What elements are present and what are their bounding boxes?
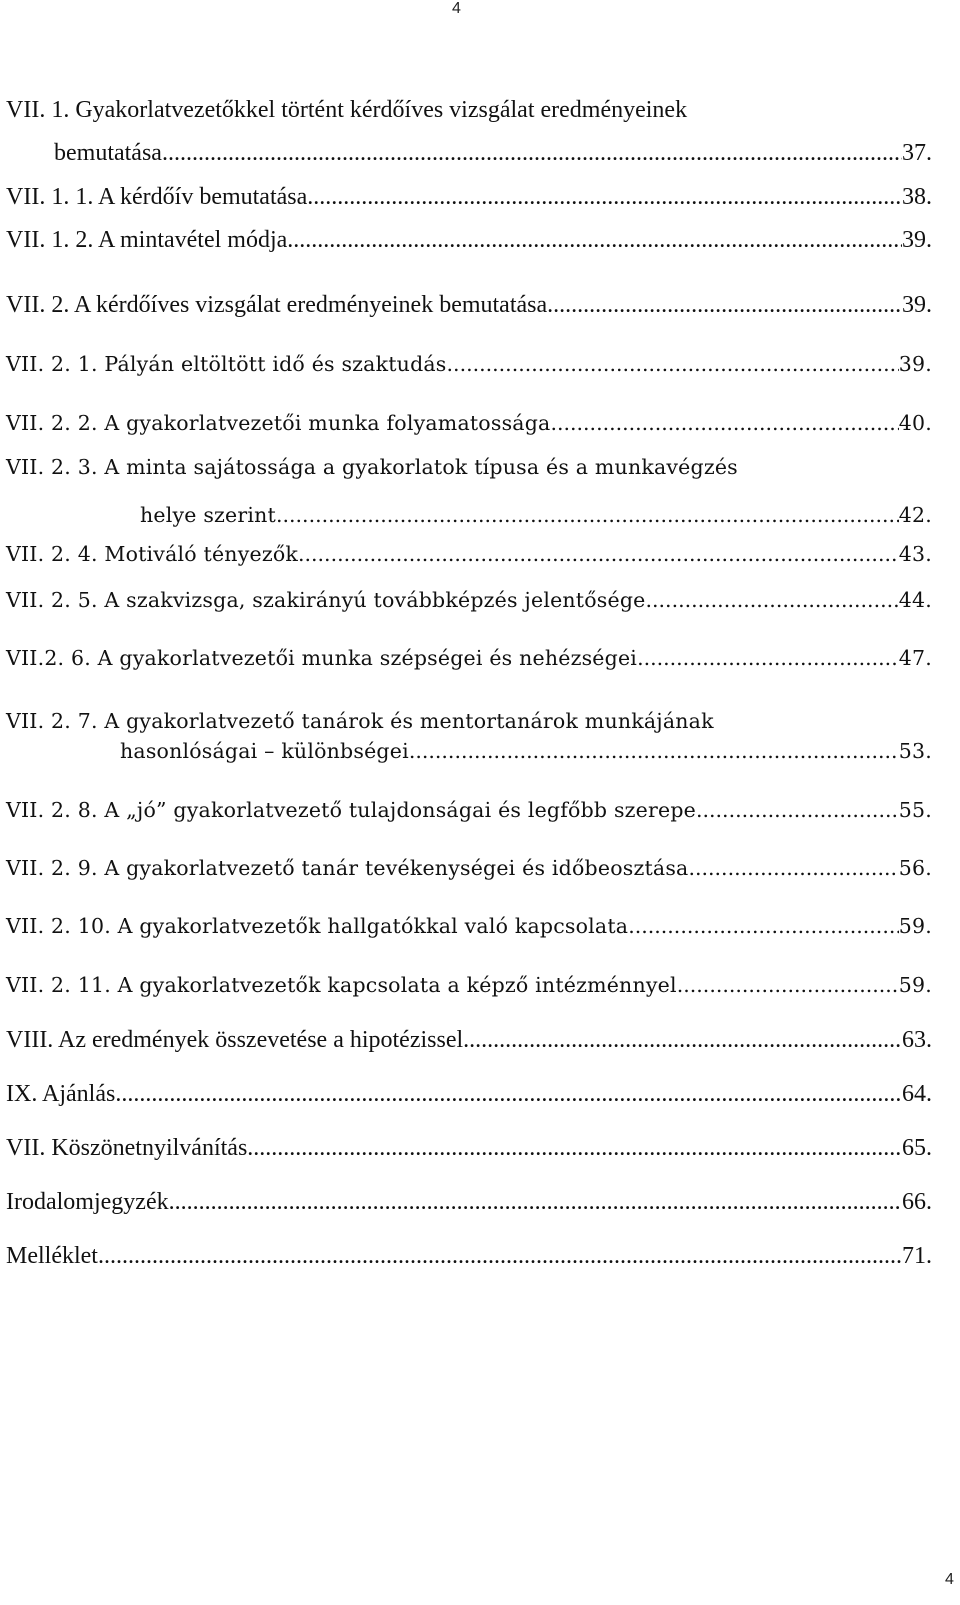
toc-leader xyxy=(287,225,902,255)
toc-leader xyxy=(409,736,899,766)
toc-entry-label: VII. 1. 1. A kérdőív bemutatása xyxy=(6,184,308,210)
toc-leader xyxy=(247,1133,902,1163)
toc-entry-label: VII. 2. 8. A „jó” gyakorlatvezető tulajdonságai és legfőbb szerepe xyxy=(6,798,696,822)
toc-entry-label: VII. 2. 3. A minta sajátossága a gyakorlatok típusa és a munkavégzés xyxy=(6,455,738,479)
toc-entry-page: 64. xyxy=(902,1081,932,1107)
toc-entry[interactable] xyxy=(6,95,932,168)
toc-entry-page: 39. xyxy=(902,292,932,318)
toc-entry-page: 39. xyxy=(898,352,932,376)
toc-entry-page: 63. xyxy=(902,1027,932,1053)
toc-entry-label: VII. 2. 1. Pályán eltöltött idő és szaktudás xyxy=(6,352,447,376)
toc-entry-page: 37. xyxy=(902,140,932,166)
toc-entry-label: VII. 2. 9. A gyakorlatvezető tanár tevékenységei és időbeosztása xyxy=(6,856,689,880)
toc-leader xyxy=(162,138,902,168)
toc-entry-page: 44. xyxy=(898,588,932,612)
toc-entry[interactable] xyxy=(6,1025,932,1055)
toc-entry-page: 65. xyxy=(902,1135,932,1161)
toc-entry-label: VII. 2. 11. A gyakorlatvezetők kapcsolata a képző intézménnyel xyxy=(6,973,677,997)
toc-leader xyxy=(447,349,899,379)
toc-leader xyxy=(307,182,902,212)
toc-leader xyxy=(550,408,898,438)
toc-leader xyxy=(98,1241,902,1271)
toc-entry[interactable] xyxy=(6,349,932,379)
toc-entry-label: IX. Ajánlás xyxy=(6,1081,116,1107)
toc-entry-label: VII. 2. 2. A gyakorlatvezetői munka folyamatossága xyxy=(6,411,551,435)
toc-leader xyxy=(688,853,898,883)
toc-entry-label: VIII. Az eredmények összevetése a hipotézissel xyxy=(6,1027,464,1053)
toc-entry[interactable] xyxy=(6,970,932,1000)
toc-entry-page: 40. xyxy=(898,411,932,435)
toc-entry-page: 38. xyxy=(902,184,932,210)
toc-entry-page: 42. xyxy=(898,503,932,527)
page-number-bottom: 4 xyxy=(945,1571,954,1588)
toc-entry-page: 55. xyxy=(898,798,932,822)
toc-entry[interactable] xyxy=(6,1133,932,1163)
toc-entry[interactable] xyxy=(6,452,932,530)
toc-entry-label-cont: bemutatása xyxy=(54,140,162,166)
toc-entry[interactable] xyxy=(6,539,932,569)
toc-entry-label: VII. 2. 4. Motiváló tényezők xyxy=(6,542,298,566)
toc-entry-label: VII. Köszönetnyilvánítás xyxy=(6,1135,248,1161)
toc-entry[interactable] xyxy=(6,795,932,825)
toc-leader xyxy=(547,290,902,320)
toc-entry[interactable] xyxy=(6,1241,932,1271)
toc-entry-page: 59. xyxy=(898,914,932,938)
toc-leader xyxy=(677,970,899,1000)
toc-entry[interactable] xyxy=(6,706,932,766)
toc-leader xyxy=(646,585,899,615)
toc-entry-label: Irodalomjegyzék xyxy=(6,1189,169,1215)
toc-entry-page: 47. xyxy=(898,646,932,670)
toc-entry[interactable] xyxy=(6,643,932,673)
toc-entry-page: 43. xyxy=(898,542,932,566)
toc-entry-label: Melléklet xyxy=(6,1243,98,1269)
toc-leader xyxy=(276,500,899,530)
toc-leader xyxy=(696,795,899,825)
toc-leader xyxy=(298,539,899,569)
toc-entry-label-cont: helye szerint xyxy=(140,503,276,527)
toc-entry-label: VII. 2. 7. A gyakorlatvezető tanárok és mentortanárok munkájának xyxy=(6,709,714,733)
toc-entry[interactable] xyxy=(6,225,932,255)
toc-entry-page: 59. xyxy=(898,973,932,997)
toc-entry[interactable] xyxy=(6,290,932,320)
toc-entry-label: VII.2. 6. A gyakorlatvezetői munka szépségei és nehézségei xyxy=(6,646,638,670)
toc-entry[interactable] xyxy=(6,408,932,438)
toc-entry-page: 56. xyxy=(898,856,932,880)
toc-entry[interactable] xyxy=(6,853,932,883)
toc-entry-label: VII. 1. 2. A mintavétel módja xyxy=(6,227,288,253)
toc-entry-page: 71. xyxy=(902,1243,932,1269)
toc-entry-label-cont: hasonlóságai – különbségei xyxy=(120,739,409,763)
toc-entry[interactable] xyxy=(6,911,932,941)
toc-entry-label: VII. 2. A kérdőíves vizsgálat eredményeinek bemutatása xyxy=(6,292,548,318)
toc-entry[interactable] xyxy=(6,585,932,615)
toc-entry[interactable] xyxy=(6,1187,932,1217)
toc-entry[interactable] xyxy=(6,182,932,212)
toc-entry-page: 53. xyxy=(898,739,932,763)
page-number-top: 4 xyxy=(452,0,461,17)
toc-entry-label: VII. 2. 10. A gyakorlatvezetők hallgatókkal való kapcsolata xyxy=(6,914,629,938)
toc-entry-label: VII. 2. 5. A szakvizsga, szakirányú továbbképzés jelentősége xyxy=(6,588,646,612)
toc-leader xyxy=(463,1025,902,1055)
toc-leader xyxy=(628,911,899,941)
toc-entry-page: 39. xyxy=(902,227,932,253)
toc-leader xyxy=(115,1079,902,1109)
toc-leader xyxy=(169,1187,902,1217)
toc-leader xyxy=(637,643,899,673)
toc-entry-label: VII. 1. Gyakorlatvezetőkkel történt kérdőíves vizsgálat eredményeinek xyxy=(6,97,688,123)
toc-entry[interactable] xyxy=(6,1079,932,1109)
toc-entry-page: 66. xyxy=(902,1189,932,1215)
